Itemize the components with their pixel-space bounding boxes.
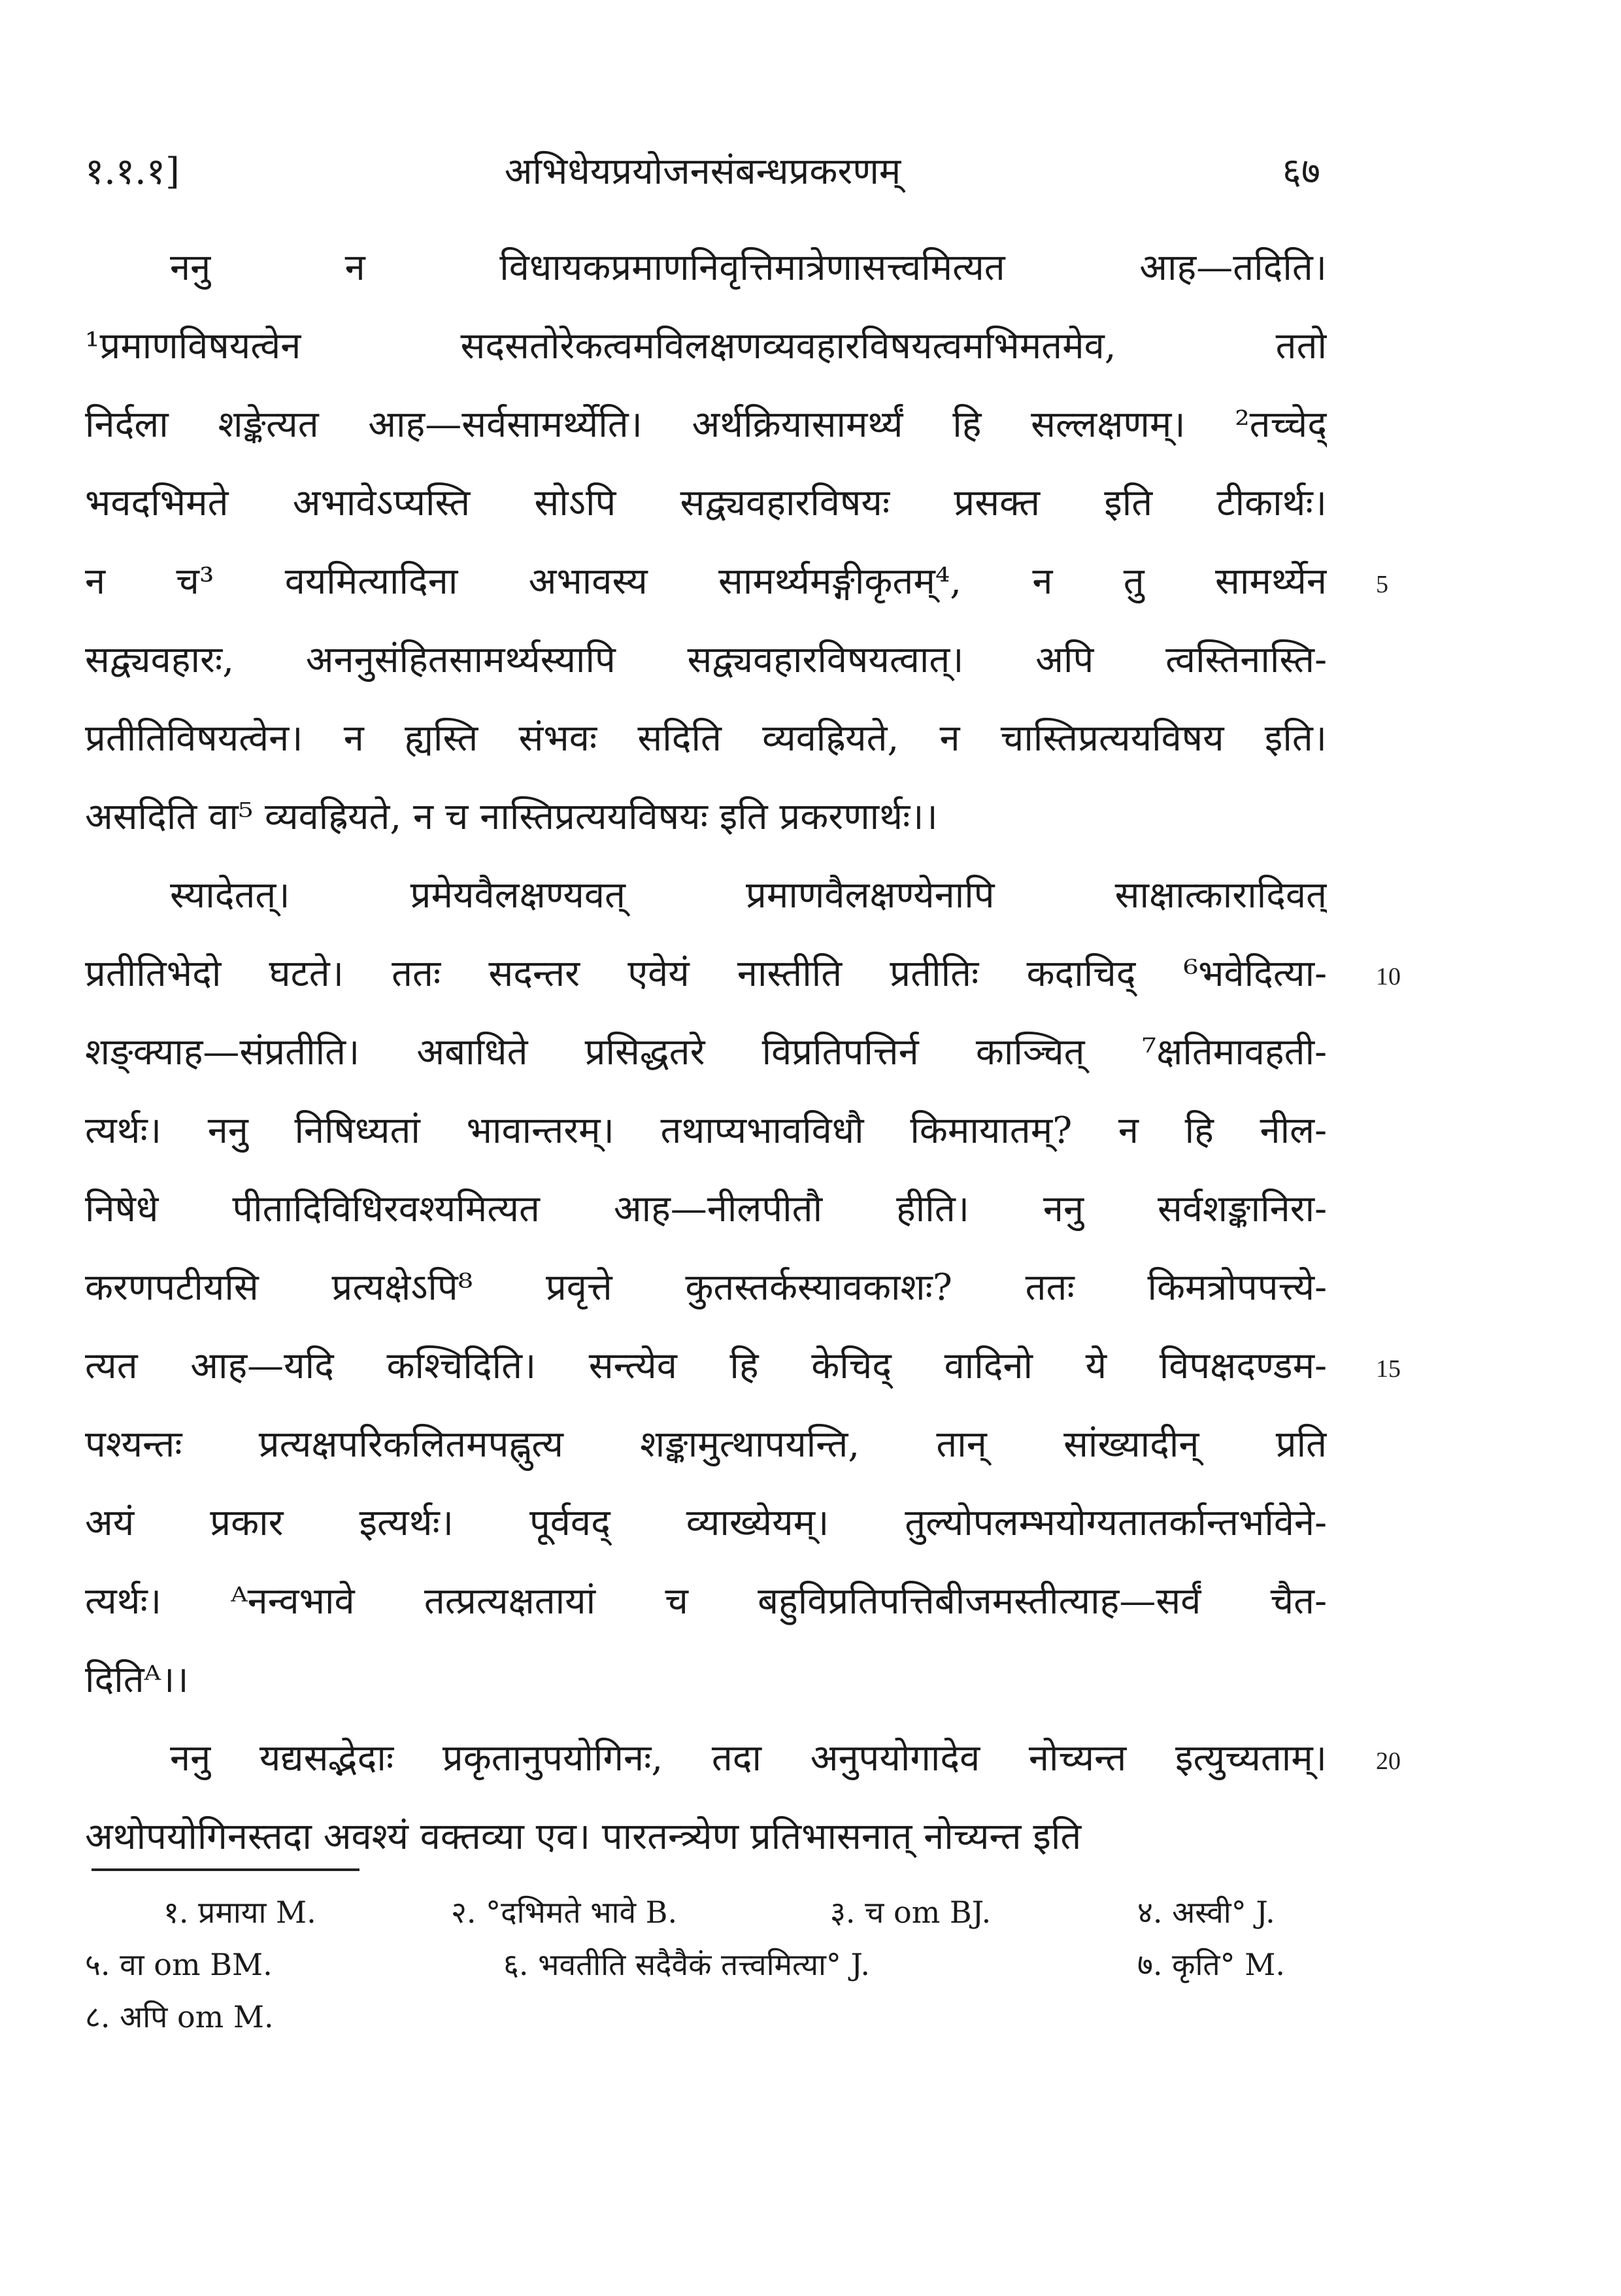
text-line: करणपटीयसि प्रत्यक्षेऽपि⁸ प्रवृत्ते कुतस्तर्कस्यावकाशः? ततः किमत्रोपपत्त्ये-	[85, 1266, 1327, 1309]
text-line: दितिᴬ।।	[85, 1659, 189, 1701]
footnote: ३. च om BJ.	[830, 1895, 992, 1930]
footnote: ८. अपि om M.	[85, 1999, 274, 2034]
text-line: ननु यद्यसद्भेदाः प्रकृतानुपयोगिनः, तदा अनुपयोगादेव नोच्यन्त इत्युच्यताम्।	[170, 1737, 1327, 1780]
footnote: ४. अस्वी° J.	[1137, 1895, 1275, 1930]
section-reference: १.१.१]	[85, 150, 180, 193]
text-line: अयं प्रकार इत्यर्थः। पूर्ववद् व्याख्येयम्। तुल्योपलम्भयोग्यतातर्कान्तर्भावेने-	[85, 1502, 1327, 1544]
text-line: त्यत आह—यदि कश्चिदिति। सन्त्येव हि केचिद् वादिनो ये विपक्षदण्डम-	[85, 1345, 1327, 1387]
page-number: ६७	[1282, 150, 1320, 193]
text-line: भवदभिमते अभावेऽप्यस्ति सोऽपि सद्व्यवहारविषयः प्रसक्त इति टीकार्थः।	[85, 482, 1327, 524]
line-number: 5	[1376, 571, 1388, 598]
text-line: स्यादेतत्। प्रमेयवैलक्षण्यवत् प्रमाणवैलक्षण्येनापि साक्षात्कारादिवत्	[170, 874, 1327, 917]
running-head	[85, 145, 1320, 204]
text-line: असदिति वा⁵ व्यवह्रियते, न च नास्तिप्रत्ययविषयः इति प्रकरणार्थः।।	[85, 796, 938, 838]
footnote: २. °दभिमते भावे B.	[451, 1895, 678, 1930]
footnote-row	[85, 1938, 1327, 1991]
line-number: 10	[1376, 963, 1401, 990]
footnote: १. प्रमाया M.	[163, 1895, 316, 1930]
text-line: प्रतीतिभेदो घटते। ततः सदन्तर एवेयं नास्तीति प्रतीतिः कदाचिद् ⁶भवेदित्या-	[85, 953, 1327, 995]
text-line: अथोपयोगिनस्तदा अवश्यं वक्तव्या एव। पारतन्त्र्येण प्रतिभासनात् नोच्यन्त इति	[85, 1815, 1082, 1858]
text-line: शङ्क्याह—संप्रतीति। अबाधिते प्रसिद्धतरे विप्रतिपत्तिर्न काञ्चित् ⁷क्षतिमावहती-	[85, 1031, 1327, 1073]
text-line: पश्यन्तः प्रत्यक्षपरिकलितमपह्नुत्य शङ्कामुत्थापयन्ति, तान् सांख्यादीन् प्रति	[85, 1423, 1327, 1466]
footnote-row	[85, 1886, 1327, 1938]
line-number: 15	[1376, 1355, 1401, 1383]
text-line: त्यर्थः। ननु निषिध्यतां भावान्तरम्। तथाप्यभावविधौ किमायातम्? न हि नील-	[85, 1109, 1327, 1152]
text-line: निर्दला शङ्केत्यत आह—सर्वसामर्थ्येति। अर्थक्रियासामर्थ्यं हि सल्लक्षणम्। ²तच्चेद्	[85, 403, 1327, 446]
footnote-separator	[92, 1868, 359, 1871]
footnote: ७. कृति° M.	[1137, 1947, 1285, 1982]
chapter-title: अभिधेयप्रयोजनसंबन्धप्रकरणम्	[504, 150, 901, 193]
line-number: 20	[1376, 1747, 1401, 1775]
text-line: सद्व्यवहारः, अननुसंहितसामर्थ्यस्यापि सद्व्यवहारविषयत्वात्। अपि त्वस्तिनास्ति-	[85, 639, 1327, 681]
text-line: न च³ वयमित्यादिना अभावस्य सामर्थ्यमङ्गीकृतम्⁴, न तु सामर्थ्येन	[85, 560, 1327, 603]
text-line: निषेधे पीतादिविधिरवश्यमित्यत आह—नीलपीतौ हीति। ननु सर्वशङ्कानिरा-	[85, 1188, 1327, 1230]
text-line: त्यर्थः। ᴬनन्वभावे तत्प्रत्यक्षतायां च बहुविप्रतिपत्तिबीजमस्तीत्याह—सर्वं चैत-	[85, 1580, 1327, 1623]
text-line: प्रतीतिविषयत्वेन। न ह्यस्ति संभवः सदिति व्यवह्रियते, न चास्तिप्रत्ययविषय इति।	[85, 717, 1327, 760]
text-line: ननु न विधायकप्रमाणनिवृत्तिमात्रेणासत्त्वमित्यत आह—तदिति।	[170, 246, 1327, 289]
text-line: ¹प्रमाणविषयत्वेन सदसतोरेकत्वमविलक्षणव्यवहारविषयत्वमभिमतमेव, ततो	[85, 325, 1327, 367]
footnote-row	[85, 1991, 1327, 2043]
footnote: ५. वा om BM.	[85, 1947, 273, 1982]
footnote: ६. भवतीति सदैवैकं तत्त्वमित्या° J.	[503, 1947, 871, 1982]
